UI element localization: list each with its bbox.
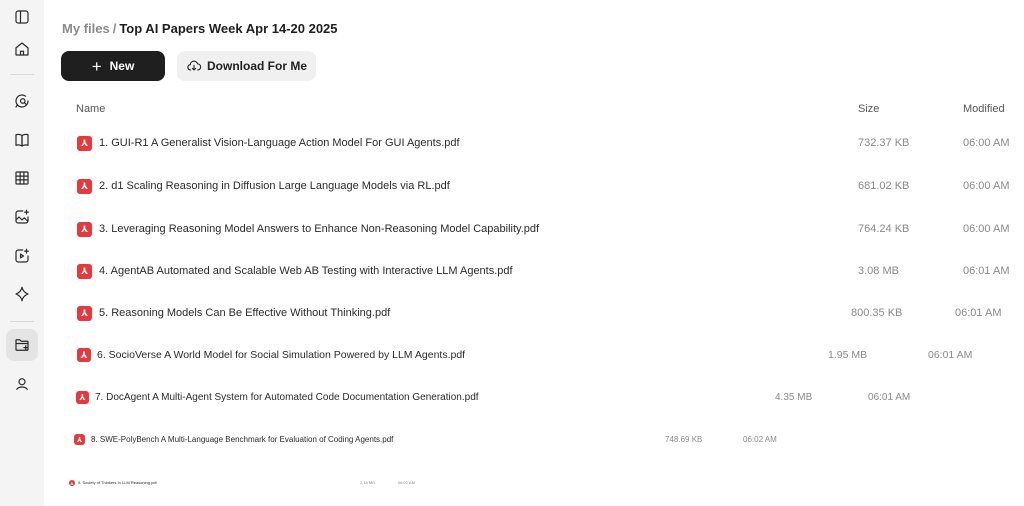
table-grid-icon[interactable] — [6, 162, 38, 194]
page-title: Top AI Papers Week Apr 14-20 2025 — [119, 21, 338, 36]
file-modified: 06:00 AM — [963, 137, 1010, 149]
file-size: 732.37 KB — [858, 137, 910, 149]
new-button[interactable] — [61, 51, 165, 81]
book-icon[interactable] — [6, 124, 38, 156]
download-button-label: Download For Me — [207, 59, 307, 73]
file-modified: 06:01 AM — [955, 307, 1002, 319]
file-name: 6. SocioVerse A World Model for Social Simulation Powered by LLM Agents.pdf — [97, 349, 466, 361]
video-sparkle-icon[interactable] — [6, 240, 38, 272]
file-size: 4.35 MB — [775, 392, 813, 403]
profile-icon[interactable] — [6, 368, 38, 400]
file-name: 2. d1 Scaling Reasoning in Diffusion Large Language Models via RL.pdf — [99, 180, 450, 192]
chat-search-icon[interactable] — [6, 85, 38, 117]
file-modified: 06:02 AM — [743, 435, 777, 444]
file-modified: 06:01 AM — [963, 265, 1010, 277]
breadcrumb-root-link[interactable]: My files — [62, 21, 110, 36]
pdf-file-icon: ⅄ — [76, 391, 89, 404]
image-sparkle-icon[interactable] — [6, 201, 38, 233]
sparkle-icon[interactable] — [6, 278, 38, 310]
breadcrumb-separator: / — [112, 21, 117, 36]
plus-icon: + — [91, 56, 102, 76]
file-name: 1. GUI-R1 A Generalist Vision-Language Action Model For GUI Agents.pdf — [99, 137, 460, 149]
panel-toggle-icon[interactable] — [6, 1, 38, 33]
file-name: 5. Reasoning Models Can Be Effective Without Thinking.pdf — [99, 307, 391, 319]
file-modified: 06:00 AM — [963, 223, 1010, 235]
file-name: 9. Society of Thinkers In LLM Reasoning.pdf — [78, 480, 157, 485]
file-size: 3.08 MB — [858, 265, 899, 277]
pdf-file-icon: ⅄ — [77, 348, 91, 362]
file-modified: 06:01 AM — [868, 392, 911, 403]
pdf-file-icon: ⅄ — [77, 264, 92, 279]
file-size: 681.02 KB — [858, 180, 910, 192]
pdf-file-icon: ⅄ — [74, 434, 85, 445]
file-size: 800.35 KB — [851, 307, 903, 319]
home-icon[interactable] — [6, 33, 38, 65]
file-name: 7. DocAgent A Multi-Agent System for Automated Code Documentation Generation.pdf — [95, 392, 479, 403]
file-modified: 06:02 AM — [398, 480, 415, 485]
sidebar-divider — [10, 321, 34, 322]
file-size: 764.24 KB — [858, 223, 910, 235]
sidebar — [0, 0, 44, 506]
file-name: 8. SWE-PolyBench A Multi-Language Benchmark for Evaluation of Coding Agents.pdf — [91, 435, 394, 444]
pdf-file-icon: ⅄ — [77, 136, 92, 151]
pdf-file-icon: ⅄ — [77, 222, 92, 237]
pdf-file-icon: ⅄ — [77, 179, 92, 194]
cloud-download-icon — [186, 58, 202, 74]
file-name: 3. Leveraging Reasoning Model Answers to Enhance Non-Reasoning Model Capability.pdf — [99, 223, 540, 235]
new-button-label: New — [109, 59, 135, 73]
column-header-name[interactable]: Name — [76, 103, 106, 115]
folder-plus-icon[interactable] — [6, 329, 38, 361]
breadcrumb — [62, 21, 338, 36]
download-for-me-button[interactable] — [177, 51, 316, 81]
file-name: 4. AgentAB Automated and Scalable Web AB Testing with Interactive LLM Agents.pdf — [99, 265, 513, 277]
file-size: 1.95 MB — [828, 349, 868, 361]
file-size: 748.69 KB — [665, 435, 703, 444]
pdf-file-icon: ⅄ — [77, 306, 92, 321]
sidebar-divider — [10, 74, 34, 75]
column-header-size[interactable]: Size — [858, 103, 880, 115]
pdf-file-icon: ⅄ — [70, 480, 74, 486]
column-header-modified[interactable]: Modified — [963, 103, 1005, 115]
file-modified: 06:00 AM — [963, 180, 1010, 192]
file-modified: 06:01 AM — [928, 349, 973, 361]
file-size: 2.18 MB — [360, 480, 375, 485]
